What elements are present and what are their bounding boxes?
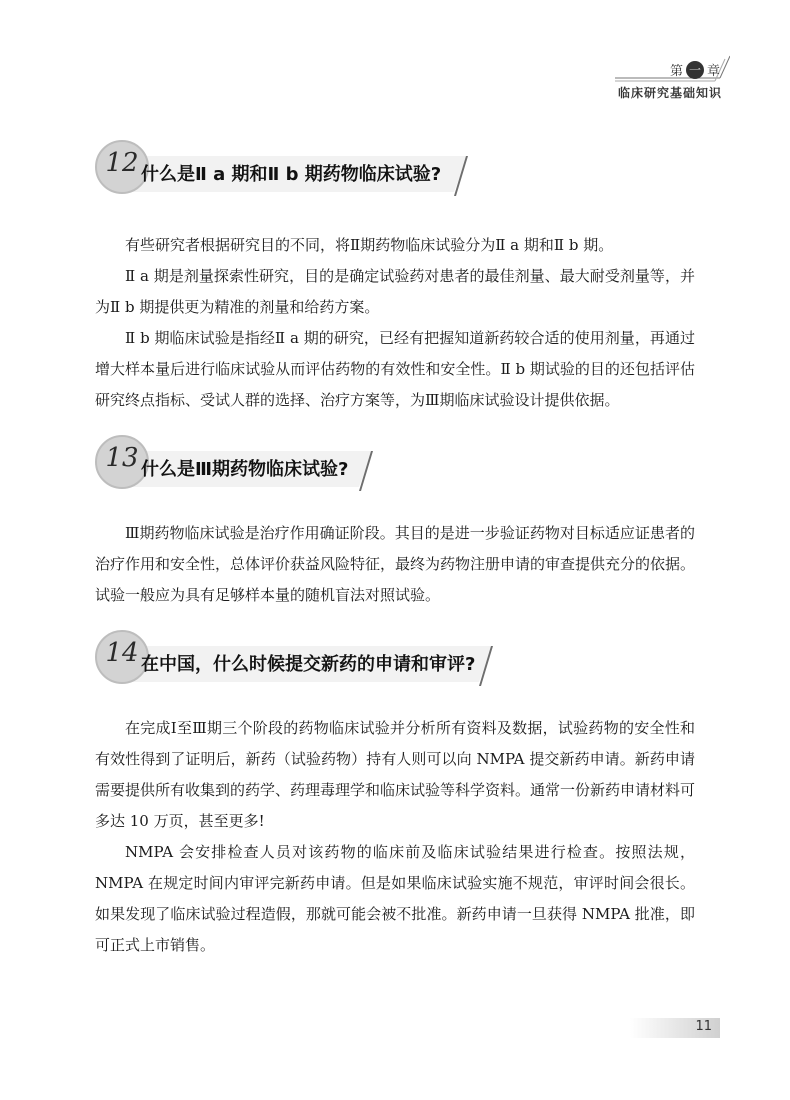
question-title: 在中国，什么时候提交新药的申请和审评? [141, 654, 476, 675]
question-number: 12 [105, 148, 139, 178]
paragraph: Ⅲ期药物临床试验是治疗作用确证阶段。其目的是进一步验证药物对目标适应证患者的治疗作用和安全性，总体评价获益风险特征，最终为药物注册申请的审查提供充分的依据。试验一般应为具有足够样本量的随机盲法对照试验。 [95, 524, 696, 604]
page-number-bar [630, 1018, 720, 1038]
chapter-subtitle: 临床研究基础知识 [617, 86, 722, 100]
paragraph: 在完成Ⅰ至Ⅲ期三个阶段的药物临床试验并分析所有资料及数据，试验药物的安全性和有效性得到了证明后，新药（试验药物）持有人则可以向 NMPA 提交新药申请。新药申请需要提供所有收集到的药学、药理毒理学和临床试验等科学资料。通常一份新药申请材料可多达 10 万页，甚至更多! [95, 719, 696, 830]
answer-text-14 [95, 713, 695, 961]
chapter-header [530, 52, 730, 112]
question-heading-12 [95, 140, 695, 204]
chapter-label [670, 60, 720, 79]
question-heading-13 [95, 435, 695, 499]
answer-text-12 [95, 230, 695, 416]
chapter-suffix: 章 [706, 64, 720, 79]
paragraph: Ⅱ b 期临床试验是指经Ⅱ a 期的研究，已经有把握知道新药较合适的使用剂量，再通过增大样本量后进行临床试验从而评估药物的有效性和安全性。Ⅱ b 期试验的目的还包括评估研究终点指标、受试人群的选择、治疗方案等，为Ⅲ期临床试验设计提供依据。 [95, 329, 695, 409]
chapter-prefix: 第 [669, 64, 683, 79]
page-number: 11 [695, 1019, 712, 1034]
question-number: 13 [105, 443, 139, 473]
question-title: 什么是Ⅱ a 期和Ⅱ b 期药物临床试验? [141, 164, 442, 185]
paragraph: NMPA 会安排检查人员对该药物的临床前及临床试验结果进行检查。按照法规，NMPA 在规定时间内审评完新药申请。但是如果临床试验实施不规范，审评时间会很长。如果发现了临床试验过程造假，那就可能会被不批准。新药申请一旦获得 NMPA 批准，即可正式上市销售。 [95, 843, 695, 954]
question-title: 什么是Ⅲ期药物临床试验? [141, 459, 349, 480]
question-heading-14 [95, 630, 695, 694]
paragraph: 有些研究者根据研究目的不同，将Ⅱ期药物临床试验分为Ⅱ a 期和Ⅱ b 期。 [125, 236, 614, 254]
answer-text-13 [95, 518, 695, 611]
chapter-number: 一 [686, 61, 704, 79]
paragraph: Ⅱ a 期是剂量探索性研究，目的是确定试验药对患者的最佳剂量、最大耐受剂量等，并为Ⅱ b 期提供更为精准的剂量和给药方案。 [95, 267, 695, 316]
question-number: 14 [105, 638, 139, 668]
